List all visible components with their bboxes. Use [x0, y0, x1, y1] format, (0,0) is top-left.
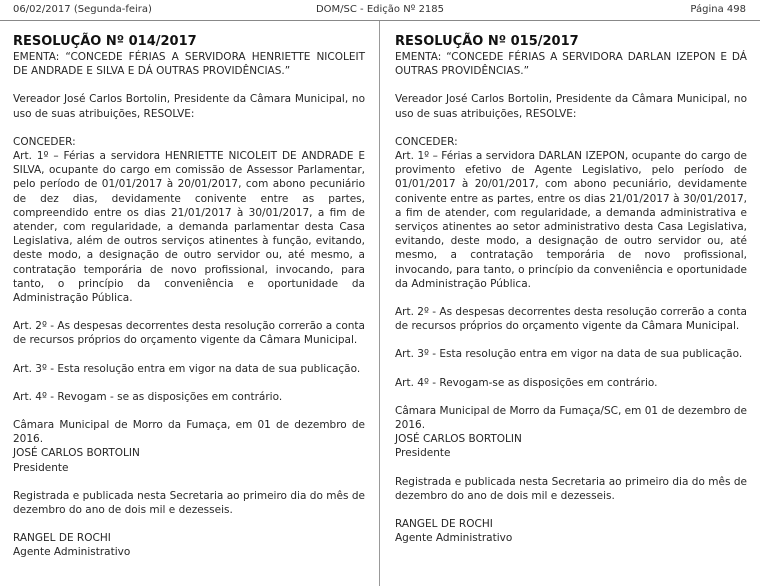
- agent-name: RANGEL DE ROCHI: [13, 532, 111, 545]
- conceder-heading: CONCEDER:: [13, 135, 76, 148]
- article-1: Art. 1º – Férias a servidora DARLAN IZEPON, ocupante do cargo de provimento efetivo de Agente Legislativo, pelo período de 01/01/2017 à 20/01/2017, com abono pecuniário, devidamente conivente entre as partes, entre os dias 21/01/2017 à 30/01/2017, a fim de atender, com regularidade, a demanda administrativa e serviços atinentes ao setor administrativo desta Casa Legislativa, evitando, deste modo, a designação de outro servidor ou, até mesmo, a contratação temporária de novo profissional, invocando, para tanto, o princípio da conveniência e oportunidade da Administração Pública.: [395, 150, 747, 290]
- resolution-014-column: [13, 34, 365, 560]
- resolution-015-column: [395, 34, 747, 545]
- article-3: Art. 3º - Esta resolução entra em vigor na data de sua publicação.: [395, 348, 743, 361]
- agent-role: Agente Administrativo: [13, 546, 131, 559]
- article-4: Art. 4º - Revogam-se as disposições em contrário.: [395, 376, 658, 389]
- resolution-ementa: EMENTA: “CONCEDE FÉRIAS A SERVIDORA HENRIETTE NICOLEIT DE ANDRADE E SILVA E DÁ OUTRAS PROVIDÊNCIAS.”: [13, 51, 365, 78]
- page-header: [0, 0, 760, 21]
- conceder-heading: CONCEDER:: [395, 135, 458, 148]
- signer-role: Presidente: [395, 447, 451, 460]
- article-2: Art. 2º - As despesas decorrentes desta resolução correrão a conta de recursos próprios do orçamento vigente da Câmara Municipal.: [13, 320, 365, 347]
- journal-edition: DOM/SC - Edição Nº 2185: [315, 4, 445, 15]
- column-divider: [379, 21, 380, 586]
- publication-date: 06/02/2017 (Segunda-feira): [13, 4, 152, 15]
- signer-name: JOSÉ CARLOS BORTOLIN: [13, 447, 140, 460]
- article-2: Art. 2º - As despesas decorrentes desta resolução correrão a conta de recursos próprios do orçamento vigente da Câmara Municipal.: [395, 306, 747, 333]
- agent-name: RANGEL DE ROCHI: [395, 518, 493, 531]
- resolution-title: RESOLUÇÃO Nº 014/2017: [13, 34, 197, 49]
- place-date: Câmara Municipal de Morro da Fumaça, em 01 de dezembro de 2016.: [13, 419, 365, 446]
- resolution-title: RESOLUÇÃO Nº 015/2017: [395, 34, 579, 49]
- signer-role: Presidente: [13, 461, 69, 474]
- page-number: Página 498: [690, 4, 746, 15]
- place-date: Câmara Municipal de Morro da Fumaça/SC, em 01 de dezembro de 2016.: [395, 404, 747, 432]
- resolution-ementa: EMENTA: “CONCEDE FÉRIAS A SERVIDORA DARLAN IZEPON E DÁ OUTRAS PROVIDÊNCIAS.”: [395, 51, 747, 78]
- registry-note: Registrada e publicada nesta Secretaria ao primeiro dia do mês de dezembro do ano de dois mil e dezesseis.: [395, 475, 747, 502]
- signer-name: JOSÉ CARLOS BORTOLIN: [395, 433, 522, 446]
- article-4: Art. 4º - Revogam - se as disposições em contrário.: [13, 390, 283, 403]
- resolution-intro: Vereador José Carlos Bortolin, Presidente da Câmara Municipal, no uso de suas atribuições, RESOLVE:: [13, 93, 365, 120]
- resolution-intro: Vereador José Carlos Bortolin, Presidente da Câmara Municipal, no uso de suas atribuições, RESOLVE:: [395, 93, 747, 120]
- article-3: Art. 3º - Esta resolução entra em vigor na data de sua publicação.: [13, 362, 361, 375]
- registry-note: Registrada e publicada nesta Secretaria ao primeiro dia do mês de dezembro do ano de dois mil e dezesseis.: [13, 489, 365, 517]
- agent-role: Agente Administrativo: [395, 532, 513, 545]
- article-1: Art. 1º – Férias a servidora HENRIETTE NICOLEIT DE ANDRADE E SILVA, ocupante do cargo em comissão de Assessor Parlamentar, pelo período de 01/01/2017 à 20/01/2017, com abono pecuniário de dez dias, devidamente conivente entre as partes, compreendido entre os dias 21/01/2017 à 30/01/2017, a fim de atender, com regularidade, a demanda parlamentar desta Casa Legislativa, além de outros serviços atinentes à função, evitando, deste modo, a designação de outro servidor ou, até mesmo, a contratação temporária de novo profissional, invocando, para tanto, o princípio da conveniência e oportunidade da Administração Pública.: [13, 150, 365, 305]
